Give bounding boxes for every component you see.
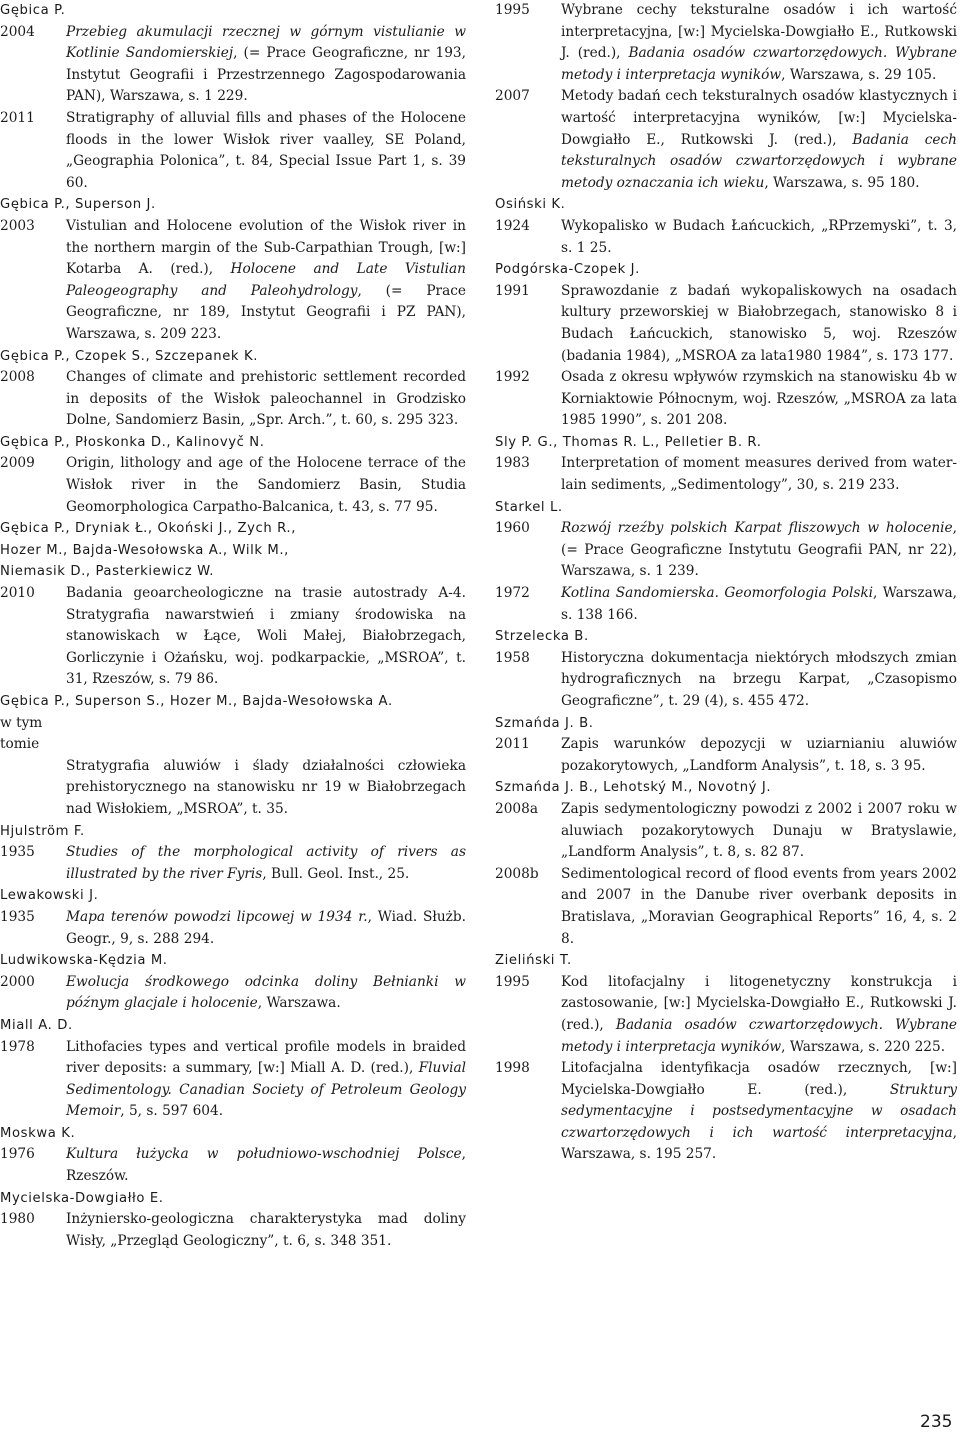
- reference-text: [66, 583, 466, 691]
- reference-author: Strzelecka B.: [495, 629, 589, 645]
- reference-text-segment: Badania geoarcheologiczne na trasie autostrady A-4. Stratygrafia nawarstwień i zmiany środowiska na stanowiskach w Łące, Woli Małej, Białobrzegach, Gorliczynie i Ożańsku, woj. podkarpackie, „MSROA”, t. 31, Rzeszów, s. 79 86.: [66, 585, 466, 688]
- reference-entry: [0, 22, 466, 108]
- reference-text: [561, 583, 957, 626]
- reference-text: [66, 972, 466, 1015]
- reference-entry: [495, 0, 957, 86]
- reference-entry: [0, 583, 466, 691]
- reference-text: [561, 648, 957, 713]
- reference-year: 1924: [495, 217, 530, 234]
- reference-entry: [0, 1037, 466, 1123]
- reference-entry: [0, 756, 466, 821]
- reference-text: [561, 799, 957, 864]
- reference-text: [561, 972, 957, 1058]
- reference-title-italic: Kotlina Sandomierska. Geomorfologia Polski: [561, 585, 874, 602]
- reference-text-segment: , (= Prace Geograficzne, nr 193, Instytut Geografii i Przestrzennego Zagospodarowania PAN), Warszawa, s. 1 229.: [66, 45, 466, 105]
- reference-author: Lewakowski J.: [0, 888, 99, 904]
- reference-title-italic: Holocene and Late Vistulian Paleogeography and Paleohydrology: [66, 261, 466, 299]
- reference-year: 1958: [495, 649, 530, 666]
- reference-author: Gębica P.: [0, 3, 66, 18]
- reference-text: [561, 281, 957, 367]
- reference-text-segment: Vistulian and Holocene evolution of the Wisłok river in the northern margin of the Sub-Carpathian Trough, [w:] Kotarba A. (red.),: [66, 217, 466, 278]
- reference-year: 1980: [0, 1211, 35, 1228]
- reference-text-segment: Interpretation of moment measures derived from water-lain sediments, „Sedimentology”, 30, s. 219 233.: [561, 455, 957, 494]
- reference-text-segment: Stratygrafia aluwiów i ślady działalności człowieka prehistorycznego na stanowisku nr 19 w Białobrzegach nad Wisłokiem, „MSROA”, t. 35.: [66, 757, 466, 817]
- left-column: [0, 0, 466, 1252]
- reference-text-segment: Sprawozdanie z badań wykopaliskowych na osadach kultury przeworskiej w Białobrzegach, stanowisko 8 i Budach Łańcuckich, stanowisko 5, woj. Rzeszów (badania 1984), „MSROA za lata1980 1984”, s. 173 177.: [561, 282, 957, 364]
- reference-year: 1992: [495, 369, 530, 386]
- reference-year: 1960: [495, 520, 530, 537]
- reference-title-italic: Struktury sedymentacyjne i postsedymentacyjne w osadach czwartorzędowych i ich wartość interpretacyjna: [561, 1081, 957, 1141]
- reference-year: 2003: [0, 217, 35, 234]
- reference-text: [561, 0, 957, 86]
- reference-year: 2010: [0, 585, 35, 602]
- reference-year: 2011: [495, 736, 530, 753]
- reference-author: Ludwikowska-Kędzia M.: [0, 953, 168, 969]
- right-column: [495, 0, 957, 1166]
- reference-entry: [0, 907, 466, 950]
- reference-author: Gębica P., Superson J.: [0, 197, 156, 213]
- reference-title-italic: Badania cech teksturalnych osadów czwartorzędowych i wybrane metody oznaczania ich wieku: [561, 131, 957, 191]
- reference-text-segment: Changes of climate and prehistoric settlement recorded in deposits of the Wisłok paleochannel in Grodzisko Dolne, Sandomierz Basin, „Spr. Arch.”, t. 60, s. 295 323.: [66, 369, 466, 429]
- reference-entry: [495, 86, 957, 194]
- reference-author: Gębica P., Czopek S., Szczepanek K.: [0, 348, 258, 364]
- reference-author: Moskwa K.: [0, 1125, 76, 1141]
- reference-text: [561, 86, 957, 194]
- reference-year: 2000: [0, 973, 35, 990]
- reference-text: [561, 734, 957, 777]
- reference-text: [561, 216, 957, 259]
- reference-year: 1995: [495, 2, 530, 18]
- reference-author: Szmańda J. B.: [495, 715, 594, 731]
- reference-text-segment: , Warszawa, s. 95 180.: [764, 174, 920, 191]
- reference-entry: [0, 453, 466, 518]
- reference-text-segment: Sedimentological record of flood events from years 2002 and 2007 in the Danube river overbank deposits in Bratislava, „Moravian Geographical Reports” 16, 4, s. 2 8.: [561, 865, 957, 947]
- reference-text-segment: Zapis sedymentologiczny powodzi z 2002 i 2007 roku w aluwiach pozakorytowych Dunaju w Bratyslawie, „Landform Analysis”, t. 8, s. 82 87.: [561, 800, 957, 861]
- reference-title-italic: Rozwój rzeźby polskich Karpat fliszowych w holocenie: [561, 520, 953, 537]
- reference-text: [66, 842, 466, 885]
- reference-text: [561, 518, 957, 583]
- reference-entry: [495, 583, 957, 626]
- reference-text-segment: , Warszawa, s. 138 166.: [561, 585, 958, 623]
- reference-year: 1976: [0, 1146, 35, 1163]
- reference-entry: [495, 648, 957, 713]
- reference-author: Mycielska-Dowgiałło E.: [0, 1190, 164, 1206]
- reference-entry: [495, 367, 957, 432]
- reference-text-segment: Historyczna dokumentacja niektórych młodszych zmian hydrograficznych na brzegu Karpat, „Czasopismo Geograficzne”, t. 29 (4), s. 455 472.: [561, 649, 957, 709]
- reference-author: Starkel L.: [495, 499, 563, 515]
- reference-author: Hozer M., Bajda-Wesołowska A., Wilk M.,: [0, 542, 289, 558]
- reference-year: 1972: [495, 585, 530, 602]
- reference-text-segment: Stratigraphy of alluvial fills and phases of the Holocene floods in the lower Wisłok river vaalley, SE Poland, „Geographia Polonica”, t. 84, Special Issue Part 1, s. 39 60.: [66, 109, 466, 191]
- reference-entry: [495, 1058, 957, 1166]
- reference-text: [66, 108, 466, 194]
- reference-text: [66, 1144, 466, 1187]
- reference-year: 2008: [0, 369, 35, 386]
- reference-author: Gębica P., Superson S., Hozer M., Bajda-Wesołowska A.: [0, 694, 393, 709]
- reference-author: Miall A. D.: [0, 1017, 73, 1033]
- reference-entry: [0, 367, 466, 432]
- reference-entry: [0, 1209, 466, 1252]
- reference-text-segment: Kod litofacjalny i litogenetyczny konstrukcja i zastosowanie, [w:] Mycielska-Dowgiałło E., Rutkowski J. (red.),: [561, 973, 957, 1033]
- reference-title-italic: Przebieg akumulacji rzecznej w górnym vistulianie w Kotlinie Sandomierskiej: [66, 23, 466, 62]
- reference-text-segment: , Warszawa, s. 220 225.: [781, 1038, 946, 1055]
- reference-year: 1995: [495, 973, 530, 990]
- reference-author: Szmańda J. B., Lehotský M., Novotný J.: [495, 780, 772, 796]
- reference-year: 1983: [495, 455, 530, 472]
- reference-year: 2009: [0, 455, 35, 472]
- reference-entry: [495, 734, 957, 777]
- reference-author: Osiński K.: [495, 197, 566, 213]
- reference-entry: [0, 972, 466, 1015]
- reference-text: [561, 1058, 957, 1166]
- reference-text-segment: , Warszawa, s. 195 257.: [561, 1124, 957, 1163]
- reference-entry: [495, 799, 957, 864]
- reference-entry: [495, 453, 957, 496]
- reference-author: Podgórska-Czopek J.: [495, 262, 640, 278]
- reference-title-italic: Badania osadów czwartorzędowych. Wybrane metody i interpretacja wyników: [561, 45, 958, 83]
- reference-text-segment: Inżyniersko-geologiczna charakterystyka mad doliny Wisły, „Przegląd Geologiczny”, t. 6, s. 348 351.: [66, 1211, 466, 1249]
- reference-text-segment: , Warszawa, s. 29 105.: [781, 66, 937, 83]
- reference-entry: [495, 972, 957, 1058]
- reference-text: [66, 907, 466, 950]
- reference-author: Niemasik D., Pasterkiewicz W.: [0, 564, 215, 580]
- reference-entry: [0, 713, 466, 756]
- reference-text: [561, 864, 957, 950]
- reference-text-segment: Wykopalisko w Budach Łańcuckich, „RPrzemyski”, t. 3, s. 1 25.: [561, 217, 957, 256]
- reference-entry: [0, 216, 466, 346]
- reference-text-segment: , (= Prace Geograficzne Instytutu Geografii PAN, nr 22), Warszawa, s. 1 239.: [561, 520, 957, 580]
- reference-text-segment: Origin, lithology and age of the Holocene terrace of the Wisłok river in the Sandomierz Basin, Studia Geomorphologica Carpatho-Balcanica, t. 43, s. 77 95.: [66, 455, 466, 515]
- reference-text-segment: , Rzeszów.: [66, 1146, 466, 1185]
- reference-year: 2011: [0, 109, 35, 126]
- reference-title-italic: Kultura łużycka w południowo-wschodniej Polsce: [66, 1146, 462, 1163]
- reference-text: [66, 216, 466, 346]
- reference-text: [66, 713, 466, 756]
- reference-year: 1978: [0, 1038, 35, 1055]
- reference-title-italic: Ewolucja środkowego odcinka doliny Bełnianki w późnym glacjale i holocenie: [66, 973, 466, 1012]
- reference-text-segment: , (= Prace Geograficzne, nr 189, Instytut Geografii i PZ PAN), Warszawa, s. 209 223.: [66, 282, 466, 342]
- reference-text-segment: Osada z okresu wpływów rzymskich na stanowisku 4b w Korniaktowie Północnym, woj. Rzeszów, „MSROA za lata 1985 1990”, s. 201 208.: [561, 369, 957, 429]
- reference-year: [0, 756, 66, 821]
- reference-title-italic: Mapa terenów powodzi lipcowej w 1934 r.: [66, 908, 368, 925]
- reference-entry: [495, 864, 957, 950]
- reference-year: 1935: [0, 908, 35, 925]
- reference-text-segment: , Bull. Geol. Inst., 25.: [262, 865, 410, 882]
- reference-text: [66, 453, 466, 518]
- reference-title-italic: Fluvial Sedimentology. Canadian Society of Petroleum Geology Memoir: [66, 1060, 466, 1120]
- reference-year: 1991: [495, 282, 530, 299]
- reference-entry: [0, 1144, 466, 1187]
- reference-year: 2007: [495, 88, 530, 105]
- reference-year: 2008a: [495, 800, 538, 817]
- reference-text: [66, 1209, 466, 1252]
- reference-entry: [0, 842, 466, 885]
- reference-text-segment: , Warszawa.: [257, 995, 341, 1012]
- reference-year: 2008b: [495, 865, 539, 882]
- reference-author: Hjulström F.: [0, 823, 85, 839]
- reference-text: [66, 1037, 466, 1123]
- reference-text-segment: Litofacjalna identyfikacja osadów rzecznych, [w:] Mycielska-Dowgiałło E. (red.),: [561, 1060, 957, 1098]
- reference-title-italic: Studies of the morphological activity of rivers as illustrated by the river Fyris: [66, 844, 466, 882]
- reference-year: w tym tomie: [0, 714, 43, 753]
- reference-entry: [495, 216, 957, 259]
- reference-text: [66, 756, 466, 821]
- reference-author: Sly P. G., Thomas R. L., Pelletier B. R.: [495, 434, 762, 450]
- reference-text-segment: , Wiad. Służb. Geogr., 9, s. 288 294.: [66, 908, 466, 947]
- reference-year: 1935: [0, 844, 35, 861]
- reference-text-segment: Wybrane cechy teksturalne osadów i ich wartość interpretacyjna, [w:] Mycielska-Dowgiałło E., Rutkowski J. (red.),: [561, 2, 957, 62]
- reference-title-italic: Badania osadów czwartorzędowych. Wybrane metody i interpretacja wyników: [561, 1016, 958, 1055]
- reference-year: 1998: [495, 1060, 530, 1077]
- reference-text-segment: Metody badań cech teksturalnych osadów klastycznych i wartość interpretacyjna wyników, [w:] Mycielska-Dowgiałło E., Rutkowski J. (red.),: [561, 88, 957, 148]
- reference-text: [561, 367, 957, 432]
- reference-author: Zieliński T.: [495, 953, 572, 969]
- reference-text: [561, 453, 957, 496]
- reference-text-segment: , 5, s. 597 604.: [120, 1103, 224, 1120]
- page-number: 235: [920, 1412, 953, 1432]
- reference-year: 2004: [0, 23, 35, 40]
- reference-author: Gębica P., Dryniak Ł., Okoński J., Zych R.,: [0, 521, 296, 537]
- reference-text: [66, 22, 466, 108]
- reference-entry: [495, 518, 957, 583]
- reference-text: [66, 367, 466, 432]
- reference-entry: [495, 281, 957, 367]
- reference-entry: [0, 108, 466, 194]
- reference-text-segment: Lithofacies types and vertical profile models in braided river deposits: a summary, [w:] Miall A. D. (red.),: [66, 1038, 466, 1077]
- reference-author: Gębica P., Płoskonka D., Kalinovyč N.: [0, 434, 265, 450]
- reference-text-segment: Zapis warunków depozycji w uziarnianiu aluwiów pozakorytowych, „Landform Analysis”, t. 18, s. 3 95.: [561, 736, 957, 774]
